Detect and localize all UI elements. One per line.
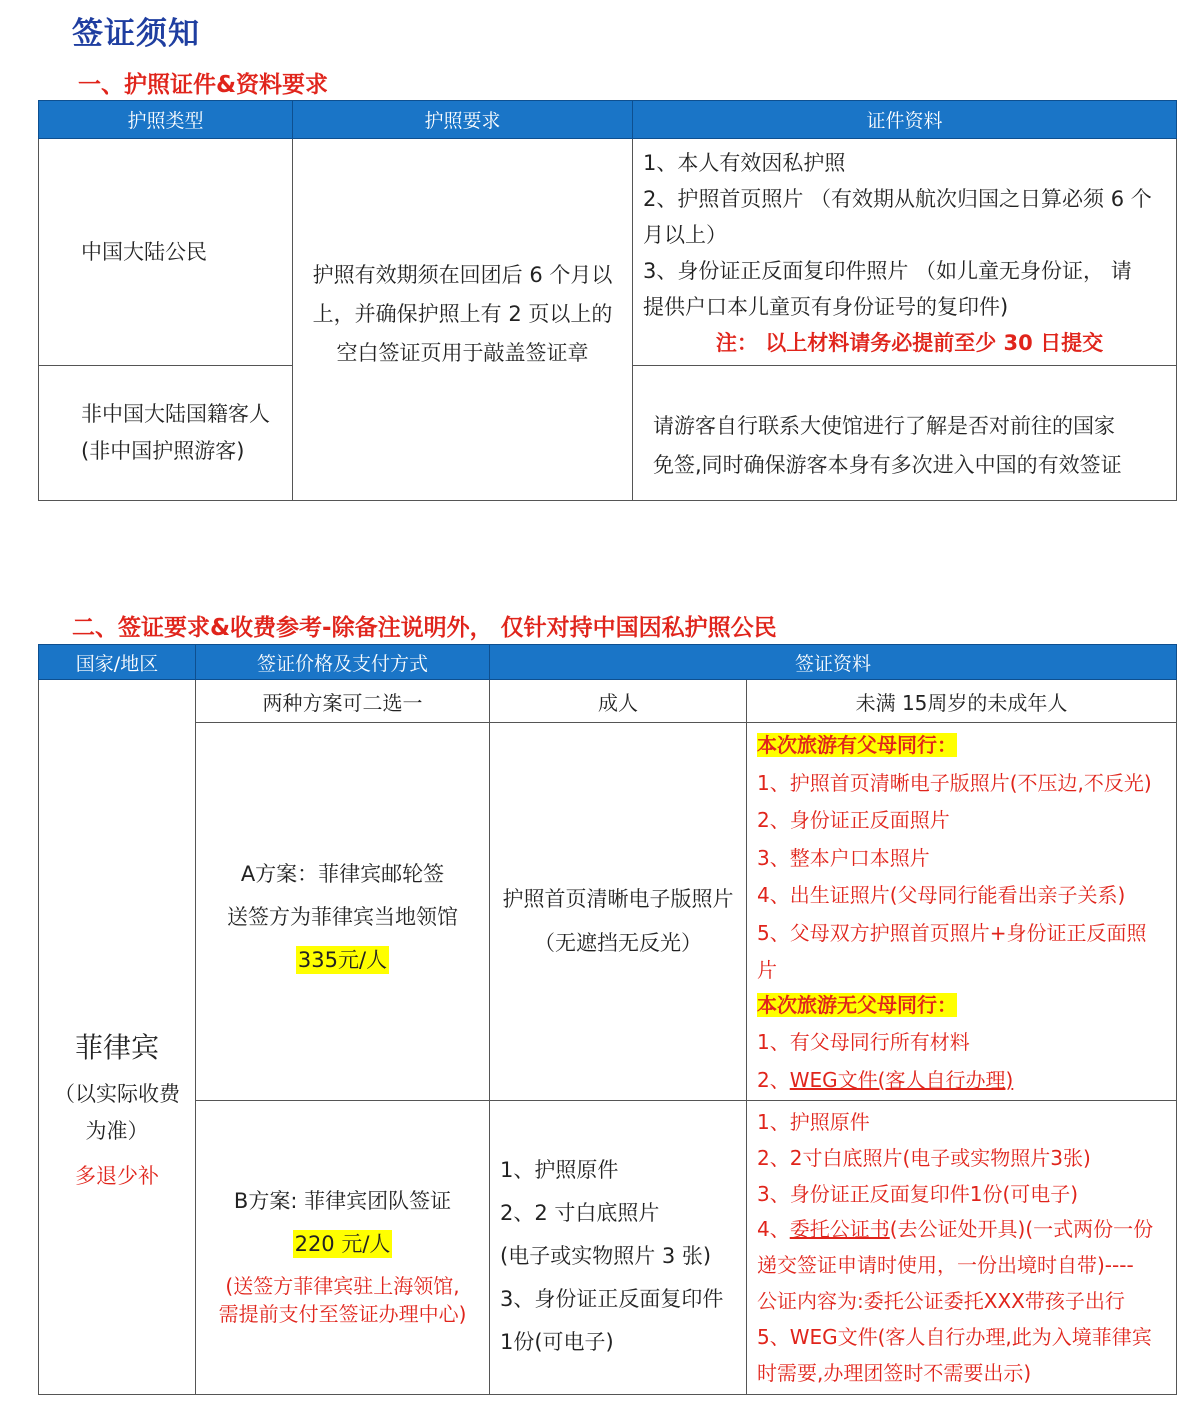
doc-line: 1、本人有效因私护照 [643,151,846,175]
plan-a-adult-line: （无遮挡无反光） [534,931,702,955]
type-mainland-citizen: 中国大陆公民 [81,239,207,264]
minor-doc-line: 公证内容为:委托公证委托XXX带孩子出行 [757,1288,1125,1313]
plan-b-adult-line: 1份(可电子) [500,1330,614,1354]
doc-line: 请游客自行联系大使馆进行了解是否对前往的国家 [653,414,1115,438]
country-name: 菲律宾 [74,1031,159,1064]
minor-doc-line: 2、2寸白底照片(电子或实物照片3张) [757,1145,1091,1170]
doc-line: 2、护照首页照片 （有效期从航次归国之日算必须 6 个 [643,187,1152,211]
plan-b-adult-line: 3、身份证正反面复印件 [500,1287,724,1311]
country-cell [39,680,196,1395]
plan-b-adult-line: 1、护照原件 [500,1158,619,1182]
type-foreign-national-note: (非中国护照游客) [81,439,245,463]
visa-fee-table [38,644,1177,1395]
requirement-line: 护照有效期须在回团后 6 个月以 [312,263,613,287]
minor-doc-line: 1、护照原件 [757,1110,870,1134]
minor-doc-line: 1、护照首页清晰电子版照片(不压边,不反光) [757,770,1152,795]
doc-line: 3、身份证正反面复印件照片 （如儿童无身份证， 请 [643,259,1132,283]
plan-a-minor-cell [747,723,1177,1101]
section2-title: 二、签证要求&收费参考-除备注说明外， 仅针对持中国因私护照公民 [72,615,777,641]
minor-doc-line: 4、出生证照片(父母同行能看出亲子关系) [757,883,1126,908]
with-parents-title: 本次旅游有父母同行： [757,733,957,757]
entrust-prefix: 4、 [757,1217,790,1242]
passport-requirement-cell [293,139,633,501]
minor-doc-line: 5、父母双方护照首页照片+身份证正反面照 [757,920,1147,945]
plan-a-adult-line: 护照首页清晰电子版照片 [502,887,734,911]
subheader-minor: 未满 15周岁的未成年人 [747,680,1177,723]
foreign-documents-text [633,381,1176,485]
entrust-rest: (去公证处开具)(一式两份一份 [889,1217,1154,1242]
doc-line: 免签,同时确保游客本身有多次进入中国的有效签证 [653,453,1122,477]
plan-b-note-line: 需提前支付至签证办理中心) [218,1302,467,1326]
mainland-documents-list [633,139,1176,361]
plan-b-adult-cell [490,1101,747,1395]
minor-doc-line: 片 [757,957,777,982]
requirement-line: 空白签证页用于敲盖签证章 [336,341,589,365]
header-passport-requirement: 护照要求 [293,101,633,139]
plan-b-adult-line: 2、2 寸白底照片 [500,1201,660,1225]
without-parents-title: 本次旅游无父母同行： [757,992,957,1017]
subheader-adult: 成人 [490,680,747,723]
country-note-line: 为准） [85,1119,149,1143]
doc-line: 月以上） [643,223,727,247]
entrust-notarization-link[interactable]: 委托公证书 [789,1217,890,1242]
plan-a-adult-cell [490,723,747,1101]
plan-b-minor-cell [747,1101,1177,1395]
type-foreign-national: 非中国大陆国籍客人 [81,402,270,426]
plan-a-consulate: 送签方为菲律宾当地领馆 [227,905,458,929]
passport-requirements-table [38,100,1177,501]
header-passport-type: 护照类型 [39,101,293,139]
plan-b-price: 220 元/人 [294,1232,391,1256]
plan-b-note-line: (送签方菲律宾驻上海领馆, [225,1274,460,1298]
page-title: 签证须知 [72,16,200,52]
header-country: 国家/地区 [39,645,196,680]
header-visa-documents: 签证资料 [490,645,1177,680]
plan-a-cell [196,723,490,1101]
plan-a-title: A方案：菲律宾邮轮签 [240,862,445,886]
minor-doc-line: 递交签证申请时使用，一份出境时自带)---- [757,1253,1134,1278]
minor-doc-line: 3、身份证正反面复印件1份(可电子) [757,1181,1079,1206]
plan-b-title: B方案: 菲律宾团队签证 [233,1189,452,1213]
weg-prefix: 2、 [757,1067,790,1092]
country-note-line: （以实际收费 [54,1082,180,1106]
plan-a-price: 335元/人 [297,948,388,972]
plan-b-cell [196,1101,490,1395]
minor-doc-line: 时需要,办理团签时不需要出示) [757,1360,1032,1385]
header-price-payment: 签证价格及支付方式 [196,645,490,680]
submission-deadline-note: 注： 以上材料请务必提前至少 30 日提交 [715,331,1104,355]
doc-line: 提供户口本儿童页有身份证号的复印件) [643,295,1009,319]
requirement-line: 上，并确保护照上有 2 页以上的 [312,302,613,326]
weg-document-link[interactable]: WEG文件(客人自行办理) [789,1067,1014,1092]
plan-b-adult-line: (电子或实物照片 3 张) [500,1244,712,1268]
minor-doc-line: 2、身份证正反面照片 [757,808,950,833]
refund-note: 多退少补 [75,1164,159,1188]
section1-title: 一、护照证件&资料要求 [78,72,329,98]
subheader-options: 两种方案可二选一 [196,680,490,723]
header-documents: 证件资料 [633,101,1177,139]
minor-doc-line: 5、WEG文件(客人自行办理,此为入境菲律宾 [757,1324,1152,1349]
minor-doc-line: 1、有父母同行所有材料 [757,1030,970,1055]
minor-doc-line: 3、整本户口本照片 [757,845,930,870]
